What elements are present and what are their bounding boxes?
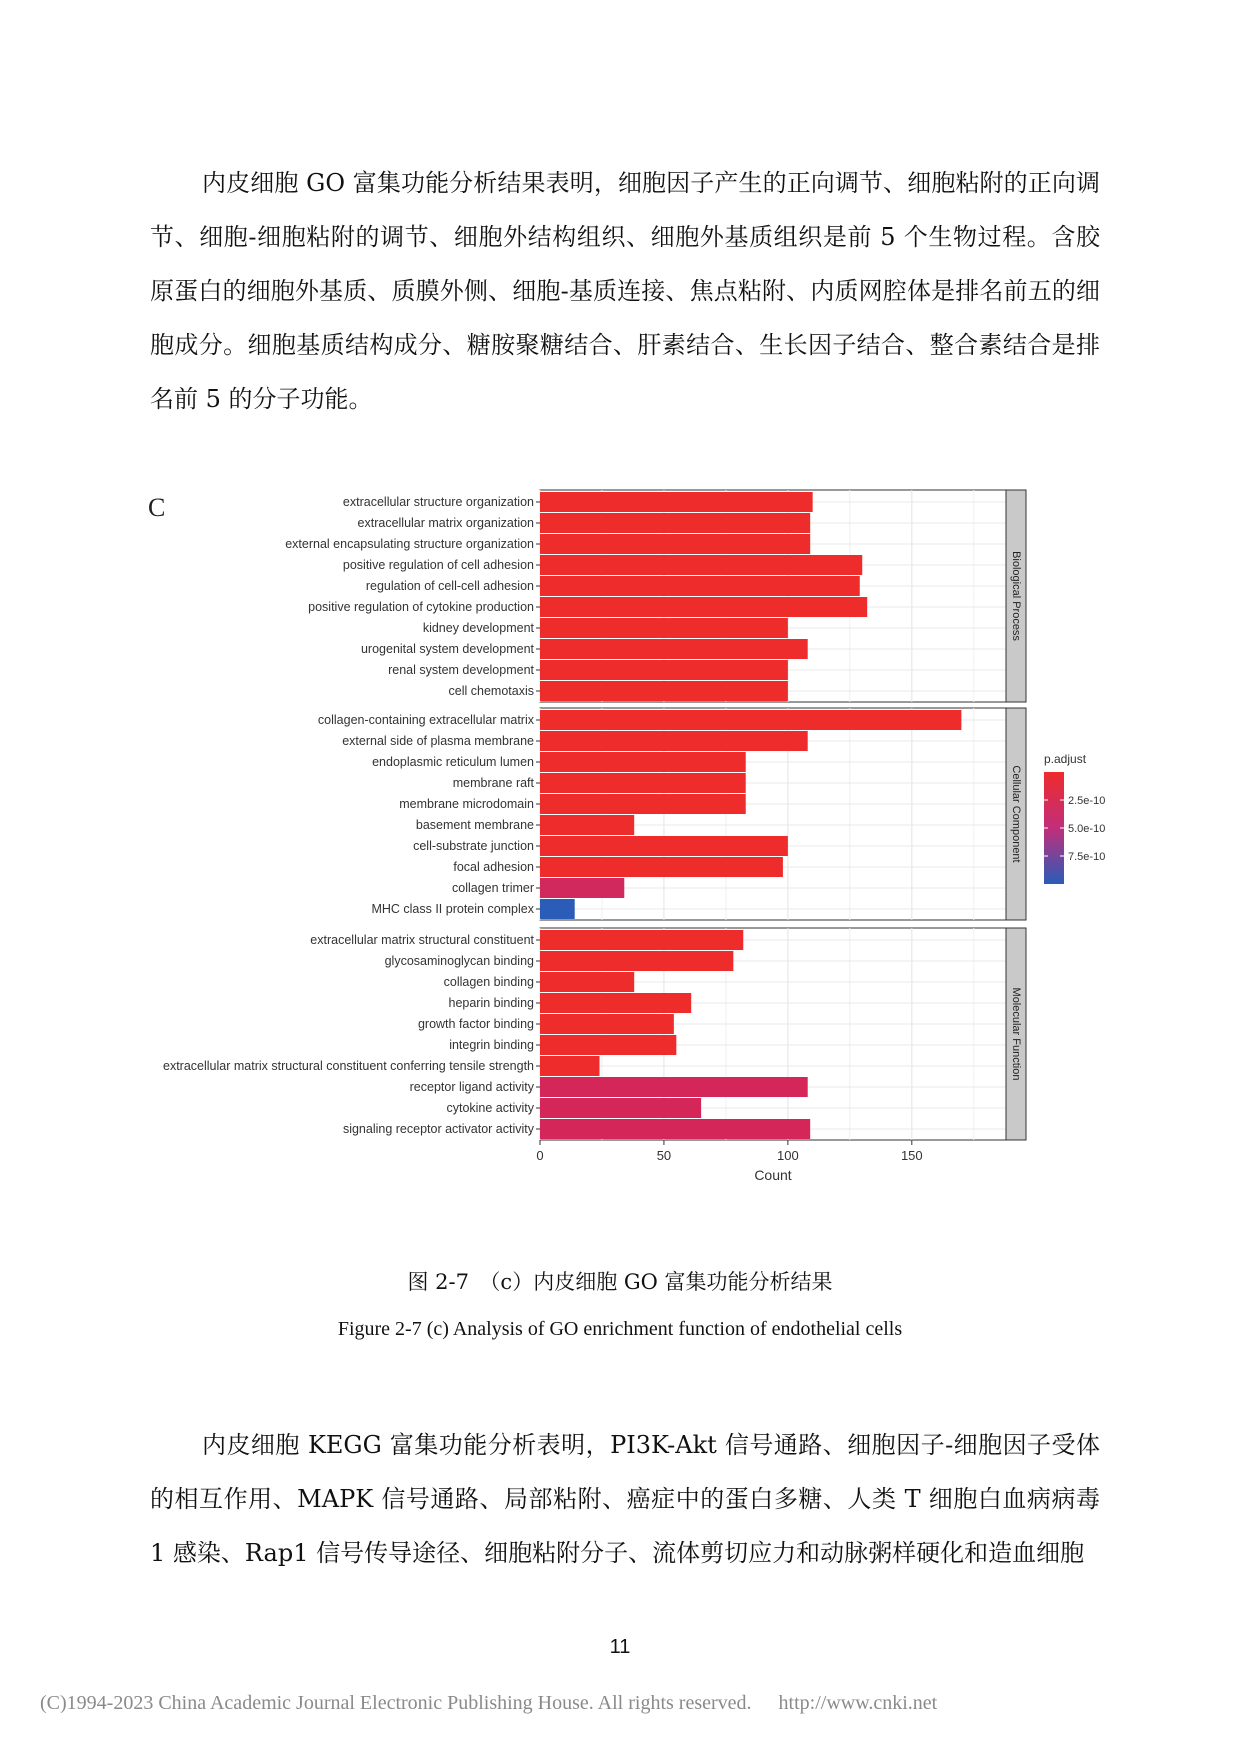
x-tick-label: 0 xyxy=(536,1148,544,1163)
bar xyxy=(540,878,624,898)
y-tick-label: collagen-containing extracellular matrix xyxy=(317,713,534,727)
y-tick-label: cell-substrate junction xyxy=(413,839,534,853)
x-tick-label: 150 xyxy=(900,1148,923,1163)
bar xyxy=(540,815,634,835)
bar xyxy=(540,794,746,814)
y-tick-label: basement membrane xyxy=(415,818,534,832)
y-tick-label: endoplasmic reticulum lumen xyxy=(372,755,534,769)
y-tick-label: cell chemotaxis xyxy=(448,684,534,698)
legend-title: p.adjust xyxy=(1044,752,1087,766)
y-tick-label: integrin binding xyxy=(449,1038,534,1052)
y-tick-label: growth factor binding xyxy=(417,1017,534,1031)
bar xyxy=(540,857,783,877)
bar xyxy=(540,731,808,751)
x-tick-label: 100 xyxy=(777,1148,799,1163)
y-tick-label: extracellular structure organization xyxy=(342,495,534,509)
bar xyxy=(540,1014,674,1034)
facet-strip-label: Molecular Function xyxy=(1010,987,1023,1081)
y-tick-label: glycosaminoglycan binding xyxy=(384,954,534,968)
y-tick-label: regulation of cell-cell adhesion xyxy=(365,579,534,593)
y-tick-label: urogenital system development xyxy=(360,642,534,656)
bar xyxy=(540,681,788,701)
footer-url[interactable]: http://www.cnki.net xyxy=(778,1692,938,1714)
y-tick-label: receptor ligand activity xyxy=(409,1080,534,1094)
bar xyxy=(540,618,788,638)
y-tick-label: membrane microdomain xyxy=(399,797,534,811)
bar xyxy=(540,576,860,596)
go-enrichment-figure xyxy=(110,480,1130,1214)
bar xyxy=(540,710,961,730)
bar xyxy=(540,752,746,772)
y-tick-label: extracellular matrix structural constituent conferring tensile strength xyxy=(163,1059,534,1073)
y-tick-label: focal adhesion xyxy=(453,860,534,874)
legend-tick-label: 2.5e-10 xyxy=(1068,795,1106,807)
y-tick-label: collagen binding xyxy=(443,975,534,989)
bar xyxy=(540,836,788,856)
y-tick-label: positive regulation of cell adhesion xyxy=(342,558,534,572)
y-tick-label: MHC class II protein complex xyxy=(371,902,534,916)
legend-tick-label: 5.0e-10 xyxy=(1068,823,1106,835)
y-tick-label: positive regulation of cytokine production xyxy=(308,600,534,614)
bar xyxy=(540,597,867,617)
bar xyxy=(540,899,575,919)
facet-strip-label: Biological Process xyxy=(1010,551,1023,641)
bar xyxy=(540,1035,676,1055)
bar xyxy=(540,660,788,680)
facet-strip-label: Cellular Component xyxy=(1010,765,1023,863)
bar xyxy=(540,773,746,793)
y-tick-label: kidney development xyxy=(422,621,534,635)
bar xyxy=(540,1119,810,1139)
footer-copyright: (C)1994-2023 China Academic Journal Electronic Publishing House. All rights reserved. xyxy=(40,1692,752,1714)
bar xyxy=(540,555,862,575)
bar xyxy=(540,1098,701,1118)
y-tick-label: cytokine activity xyxy=(446,1101,534,1115)
page-number: 11 xyxy=(609,1636,631,1658)
figure-caption-en: Figure 2-7 (c) Analysis of GO enrichment function of endothelial cells xyxy=(337,1318,903,1340)
y-tick-label: extracellular matrix structural constituent xyxy=(310,933,534,947)
bar xyxy=(540,1077,808,1097)
bar xyxy=(540,930,743,950)
bar xyxy=(540,492,813,512)
y-tick-label: heparin binding xyxy=(448,996,534,1010)
x-tick-label: 50 xyxy=(656,1148,672,1163)
x-axis-label: Count xyxy=(754,1167,792,1183)
y-tick-label: signaling receptor activator activity xyxy=(342,1122,534,1136)
y-tick-label: membrane raft xyxy=(452,776,534,790)
bar xyxy=(540,639,808,659)
bar xyxy=(540,534,810,554)
bar xyxy=(540,972,634,992)
bar xyxy=(540,951,733,971)
bar xyxy=(540,513,810,533)
body-paragraph-2: 内皮细胞 KEGG 富集功能分析表明，PI3K-Akt 信号通路、细胞因子-细胞因子受体的相互作用、MAPK 信号通路、局部粘附、癌症中的蛋白多糖、人类 T 细胞白血病病毒 1 感染、Rap1 信号传导途径、细胞粘附分子、流体剪切应力和动脉粥样硬化和造血细胞 xyxy=(150,1431,1100,1567)
figure-caption-zh: 图 2-7 （c）内皮细胞 GO 富集功能分析结果 xyxy=(407,1270,833,1294)
y-tick-label: renal system development xyxy=(388,663,534,677)
bar xyxy=(540,1056,599,1076)
footer xyxy=(40,1692,1220,1715)
y-tick-label: external side of plasma membrane xyxy=(342,734,534,748)
bar xyxy=(540,993,691,1013)
y-tick-label: collagen trimer xyxy=(452,881,534,895)
go-enrichment-bar-chart xyxy=(110,480,1130,1210)
panel-label: C xyxy=(148,493,166,522)
body-paragraph-1: 内皮细胞 GO 富集功能分析结果表明，细胞因子产生的正向调节、细胞粘附的正向调节、细胞-细胞粘附的调节、细胞外结构组织、细胞外基质组织是前 5 个生物过程。含胶原蛋白的细胞外基质、质膜外侧、细胞-基质连接、焦点粘附、内质网腔体是排名前五的细胞成分。细胞基质结构成分、糖胺聚糖结合、肝素结合、生长因子结合、整合素结合是排名前 5 的分子功能。 xyxy=(150,169,1100,413)
legend-tick-label: 7.5e-10 xyxy=(1068,851,1106,863)
y-tick-label: external encapsulating structure organization xyxy=(285,537,534,551)
y-tick-label: extracellular matrix organization xyxy=(357,516,534,530)
